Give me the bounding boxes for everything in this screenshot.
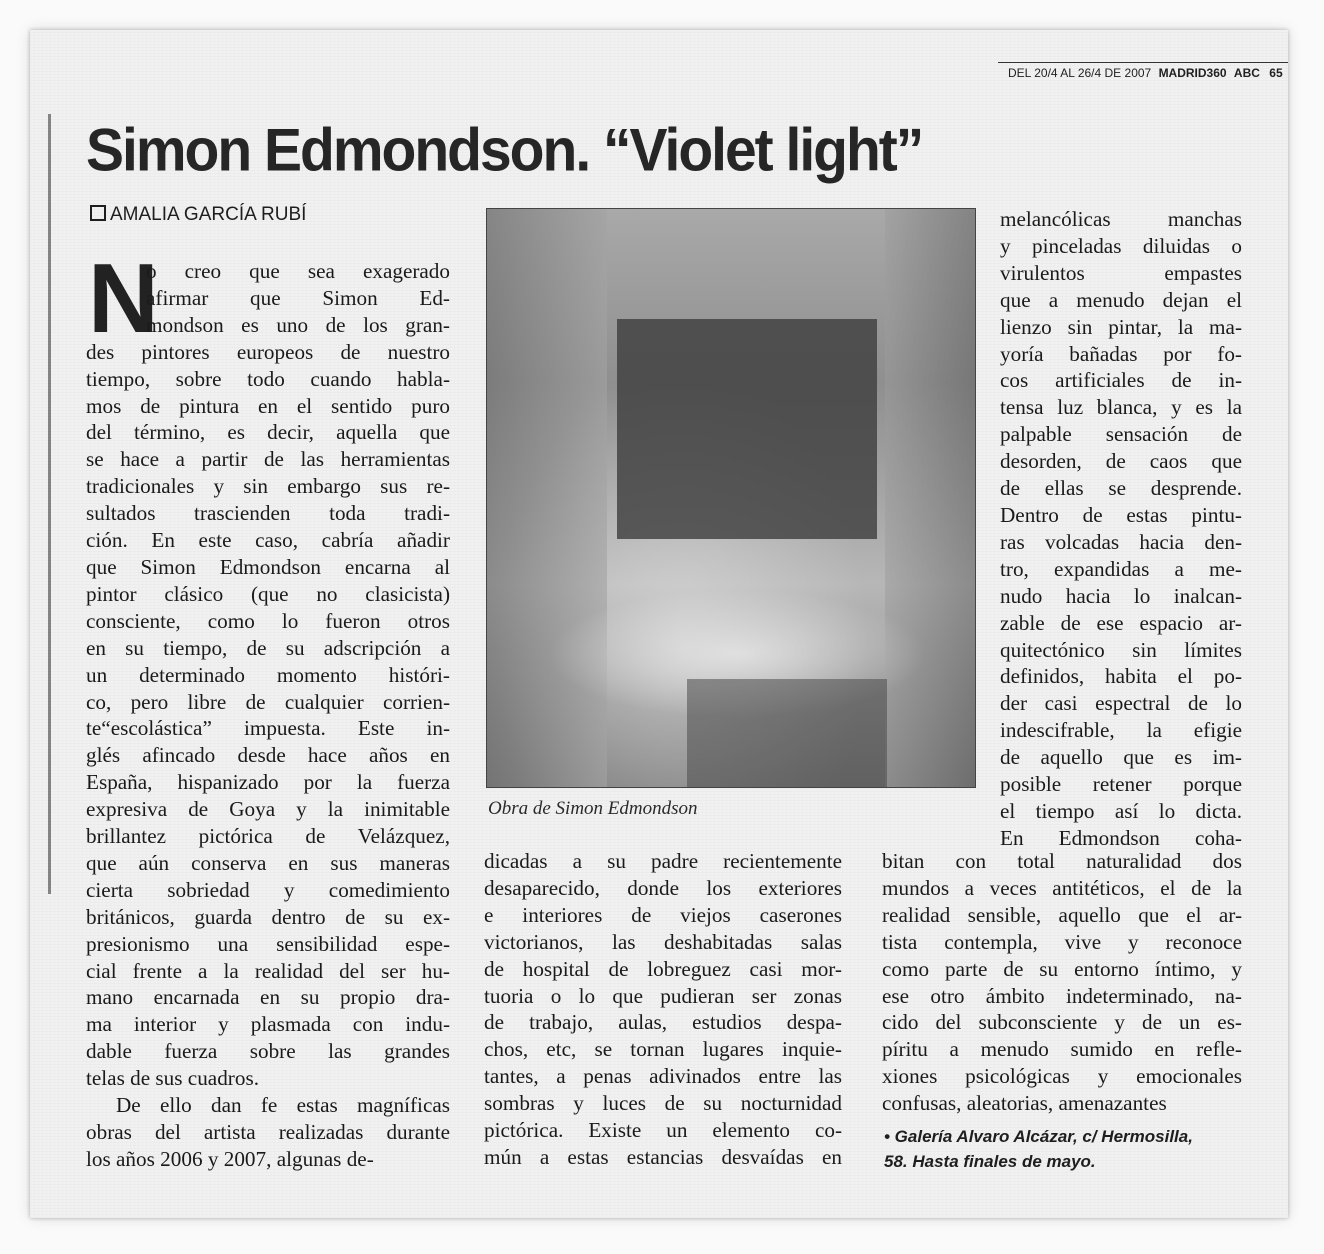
text-line: que Simon Edmondson encarna al — [86, 554, 450, 579]
text-line: mano encarnada en su propio dra- — [86, 985, 450, 1010]
text-line: der casi espectral de lo — [1000, 691, 1242, 716]
text-line: píritu a menudo sumido en refle- — [882, 1037, 1242, 1062]
text-line: desorden, de caos que — [1000, 449, 1242, 474]
text-line: mos de pintura en el sentido puro — [86, 393, 450, 418]
text-line: melancólicas manchas — [1000, 207, 1242, 231]
text-line: e interiores de viejos caserones — [484, 902, 842, 927]
text-line: bitan con total naturalidad dos — [882, 849, 1242, 873]
text-line: desaparecido, donde los exteriores — [484, 875, 842, 900]
text-line: co, pero libre de cualquier corrien- — [86, 689, 450, 714]
text-line: chos, etc, se tornan lugares inquie- — [484, 1037, 842, 1062]
text-line: como parte de su entorno íntimo, y — [882, 956, 1242, 981]
text-line: un determinado momento históri- — [86, 662, 450, 687]
text-line: España, hispanizado por la fuerza — [86, 770, 450, 795]
text-line: En Edmondson coha- — [1000, 825, 1242, 850]
text-line: cos artificiales de in- — [1000, 368, 1242, 393]
photo-shadow — [687, 679, 887, 787]
text-line: telas de sus cuadros. — [86, 1066, 259, 1091]
text-line: pintor clásico (que no clasicista) — [86, 581, 450, 606]
text-line: lienzo sin pintar, la ma- — [1000, 314, 1242, 339]
text-line: xiones psicológicas y emocionales — [882, 1064, 1242, 1089]
photo-caption: Obra de Simon Edmondson — [488, 798, 698, 819]
text-line: se hace a partir de las herramientas — [86, 447, 450, 472]
text-line: tista contempla, vive y reconoce — [882, 929, 1242, 954]
text-line: de ellas se desprende. — [1000, 476, 1242, 501]
text-line: dicadas a su padre recientemente — [484, 849, 842, 873]
text-line: quitectónico sin límites — [1000, 637, 1242, 662]
text-line: tuoria o lo que pudieran ser zonas — [484, 983, 842, 1008]
text-line: del término, es decir, aquella que — [86, 420, 450, 445]
header-brand: ABC — [1233, 66, 1260, 80]
text-line: indescifrable, la efigie — [1000, 718, 1242, 743]
text-line: mondson es uno de los gran- — [146, 312, 450, 337]
text-line: brillantez pictórica de Velázquez, — [86, 824, 450, 849]
text-line: definidos, habita el po- — [1000, 664, 1242, 689]
text-line: confusas, aleatorias, amenazantes — [882, 1091, 1167, 1116]
header-publication: MADRID360 — [1158, 66, 1227, 80]
text-line: tantes, a penas adivinados entre las — [484, 1064, 842, 1089]
header-rule — [998, 62, 1288, 63]
text-line: sultados trascienden toda tradi- — [86, 501, 450, 526]
text-line: que aún conserva en sus maneras — [86, 850, 450, 875]
text-line: afirmar que Simon Ed- — [146, 285, 450, 310]
article-title: Simon Edmondson. “Violet light” — [86, 117, 923, 185]
text-line: de trabajo, aulas, estudios despa- — [484, 1010, 842, 1035]
text-line: y pinceladas diluidas o — [1000, 233, 1242, 258]
text-line: tradicionales y sin embargo sus re- — [86, 474, 450, 499]
text-line: de hospital de lobreguez casi mor- — [484, 956, 842, 981]
text-line: sombras y luces de su nocturnidad — [484, 1091, 842, 1116]
text-line: británicos, guarda dentro de su ex- — [86, 904, 450, 929]
text-line: Dentro de estas pintu- — [1000, 502, 1242, 527]
text-line: te“escolástica” impuesta. Este in- — [86, 716, 450, 741]
byline-square-icon — [90, 205, 106, 221]
text-line: ción. En este caso, cabría añadir — [86, 528, 450, 553]
text-line: mún a estas estancias desvaídas en — [484, 1144, 842, 1169]
text-line: dable fuerza sobre las grandes — [86, 1039, 450, 1064]
text-line: glés afincado desde hace años en — [86, 743, 450, 768]
text-line: De ello dan fe estas magníficas — [116, 1093, 450, 1118]
text-line: cido del subconsciente y de un es- — [882, 1010, 1242, 1035]
margin-rule — [48, 114, 51, 894]
article-column-3-continued — [882, 848, 1242, 1117]
text-line: posible retener porque — [1000, 772, 1242, 797]
gallery-footnote — [884, 1124, 1244, 1174]
text-line: victorianos, las deshabitadas salas — [484, 929, 842, 954]
text-line: realidad sensible, aquello que el ar- — [882, 902, 1242, 927]
page-header — [1008, 66, 1288, 80]
article-column-2 — [484, 848, 842, 1171]
text-line: tro, expandidas a me- — [1000, 556, 1242, 581]
text-line: o creo que sea exagerado — [146, 259, 450, 283]
text-line: des pintores europeos de nuestro — [86, 339, 450, 364]
byline — [90, 204, 306, 226]
article-column-1 — [86, 243, 450, 1173]
byline-author: AMALIA GARCÍA RUBÍ — [110, 204, 307, 225]
photo-window — [617, 319, 877, 539]
footnote-line: 58. Hasta finales de mayo. — [884, 1152, 1096, 1171]
text-line: el tiempo así lo dicta. — [1000, 798, 1242, 823]
text-line: de aquello que es im- — [1000, 745, 1242, 770]
newspaper-clipping — [30, 30, 1288, 1218]
text-line: zable de ese espacio ar- — [1000, 610, 1242, 635]
text-line: palpable sensación de — [1000, 422, 1242, 447]
text-line: cierta sobriedad y comedimiento — [86, 877, 450, 902]
article-column-3 — [1000, 206, 1242, 852]
text-line: yoría bañadas por fo- — [1000, 341, 1242, 366]
header-date: DEL 20/4 AL 26/4 DE 2007 — [1008, 66, 1152, 80]
text-line: presionismo una sensibilidad espe- — [86, 931, 450, 956]
text-line: expresiva de Goya y la inimitable — [86, 797, 450, 822]
drop-cap: N — [88, 243, 159, 353]
header-page-number: 65 — [1269, 66, 1283, 80]
text-line: nudo hacia lo inalcan- — [1000, 583, 1242, 608]
text-line: virulentos empastes — [1000, 260, 1242, 285]
text-line: los años 2006 y 2007, algunas de- — [86, 1146, 374, 1171]
text-line: ras volcadas hacia den- — [1000, 529, 1242, 554]
text-line: en su tiempo, de su adscripción a — [86, 635, 450, 660]
text-line: ese otro ámbito indeterminado, na- — [882, 983, 1242, 1008]
text-line: consciente, como lo fueron otros — [86, 608, 450, 633]
text-line: ma interior y plasmada con indu- — [86, 1012, 450, 1037]
artwork-photo — [486, 208, 976, 788]
text-line: tiempo, sobre todo cuando habla- — [86, 366, 450, 391]
footnote-line: • Galería Alvaro Alcázar, c/ Hermosilla, — [884, 1127, 1193, 1146]
text-line: que a menudo dejan el — [1000, 287, 1242, 312]
text-line: cial frente a la realidad del ser hu- — [86, 958, 450, 983]
text-line: tensa luz blanca, y es la — [1000, 395, 1242, 420]
text-line: mundos a veces antitéticos, el de la — [882, 875, 1242, 900]
text-line: pictórica. Existe un elemento co- — [484, 1118, 842, 1143]
text-line: obras del artista realizadas durante — [86, 1120, 450, 1144]
